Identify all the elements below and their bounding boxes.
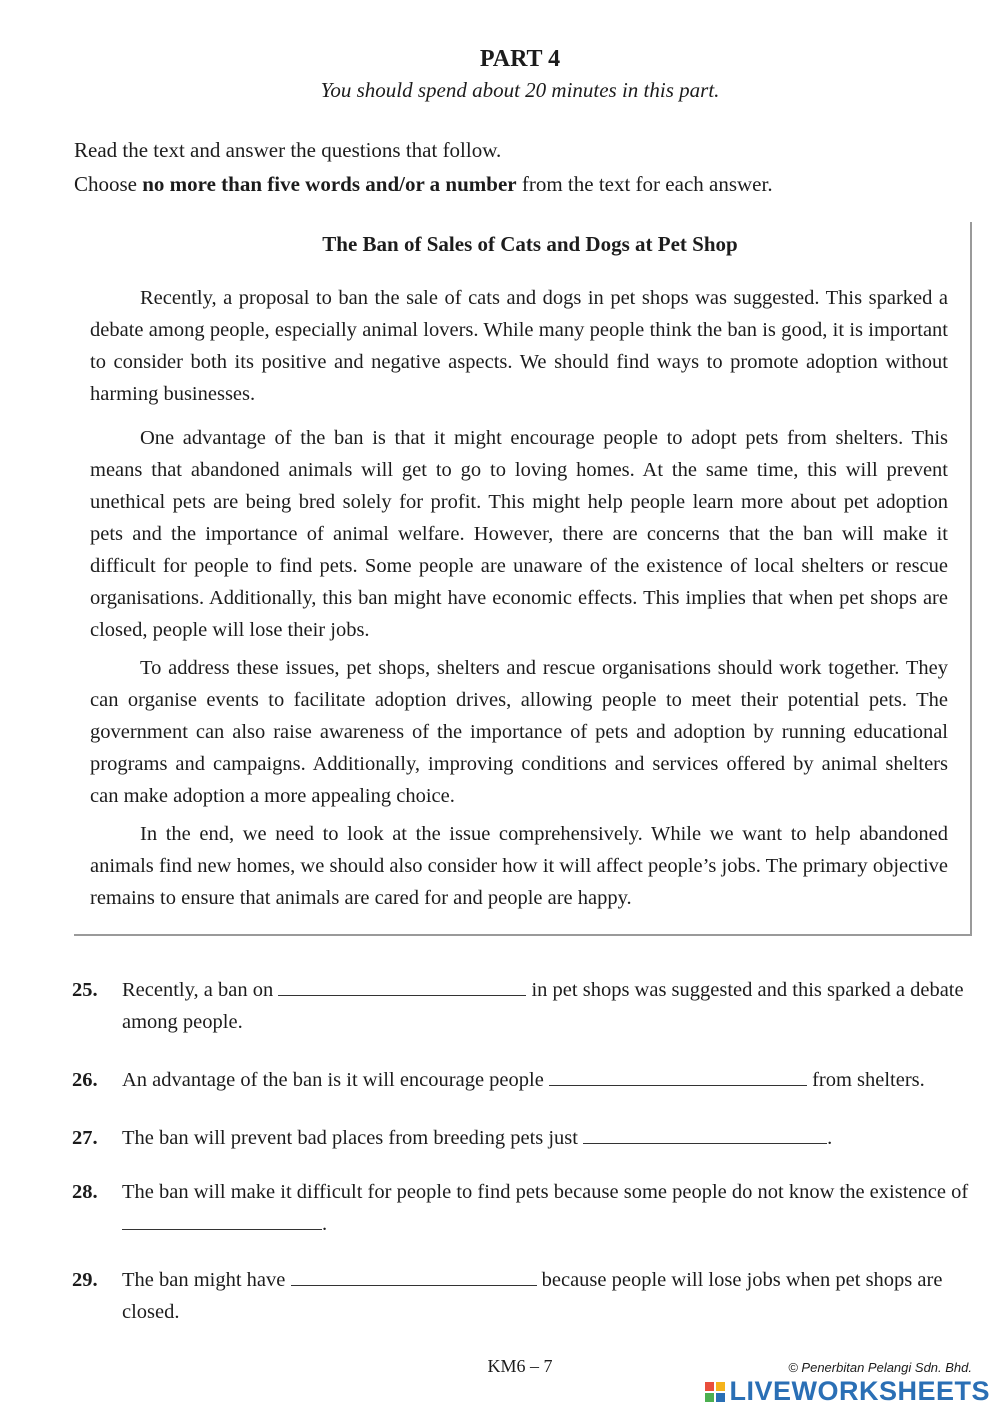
question-text-after: . — [827, 1127, 833, 1149]
answer-blank-27[interactable] — [583, 1125, 827, 1144]
question-text-after: . — [322, 1213, 328, 1235]
question-number: 27. — [72, 1127, 98, 1149]
answer-blank-29[interactable] — [291, 1267, 537, 1286]
instruction-line-2-post: from the text for each answer. — [516, 172, 773, 196]
question-29 — [72, 1264, 972, 1328]
liveworksheets-logo — [705, 1376, 990, 1407]
article-paragraph-4: In the end, we need to look at the issue comprehensively. While we want to help abandoned animals find new homes, we should also consider how it will affect people’s jobs. The primary objective remains to ensure that animals are cared for and people are happy. — [90, 823, 948, 909]
answer-blank-25[interactable] — [278, 977, 526, 996]
part-subtitle: You should spend about 20 minutes in this part. — [320, 78, 720, 102]
liveworksheets-icon — [705, 1382, 725, 1402]
publisher-credit: © Penerbitan Pelangi Sdn. Bhd. — [788, 1360, 972, 1375]
question-number: 28. — [72, 1181, 98, 1203]
question-26 — [72, 1064, 972, 1096]
question-number: 26. — [72, 1069, 98, 1091]
question-25 — [72, 974, 972, 1038]
question-text-after: because people will lose jobs when pet shops are closed. — [122, 1269, 943, 1323]
question-text-before: Recently, a ban on — [122, 979, 279, 1001]
question-text-before: The ban might have — [122, 1269, 291, 1291]
article-title: The Ban of Sales of Cats and Dogs at Pet Shop — [322, 232, 738, 256]
question-number: 25. — [72, 979, 98, 1001]
instruction-line-2-pre: Choose — [74, 172, 143, 196]
question-text-before: The ban will make it difficult for people to find pets because some people do not know the existence of — [122, 1181, 969, 1203]
article-paragraph-3: To address these issues, pet shops, shelters and rescue organisations should work together. They can organise events to facilitate adoption drives, allowing people to meet their potential pets. The government can also raise awareness of the importance of pets and adoption by running educational programs and campaigns. Additionally, improving conditions and services offered by animal shelters can make adoption a more appealing choice. — [90, 657, 948, 807]
question-text-before: The ban will prevent bad places from breeding pets just — [122, 1127, 584, 1149]
answer-blank-26[interactable] — [549, 1067, 807, 1086]
instruction-line-2 — [74, 172, 773, 197]
article-paragraph-2: One advantage of the ban is that it might encourage people to adopt pets from shelters. This means that abandoned animals will get to go to loving homes. At the same time, this will prevent unethical pets are being bred solely for profit. This might help people learn more about pet adoption pets and the importance of animal welfare. However, there are concerns that the ban will make it difficult for people to find pets. Some people are unaware of the existence of local shelters or rescue organisations. Additionally, this ban might have economic effects. This implies that when pet shops are closed, people will lose their jobs. — [90, 427, 948, 641]
question-28 — [72, 1176, 972, 1240]
article-paragraph-1: Recently, a proposal to ban the sale of cats and dogs in pet shops was suggested. This sparked a debate among people, especially animal lovers. While many people think the ban is good, it is important to consider both its positive and negative aspects. We should find ways to promote adoption without harming businesses. — [90, 287, 948, 405]
question-text-after: in pet shops was suggested and this sparked a debate among people. — [122, 979, 964, 1033]
page-code: KM6 – 7 — [487, 1356, 553, 1376]
answer-blank-28[interactable] — [122, 1211, 322, 1230]
instruction-line-2-bold: no more than five words and/or a number — [142, 172, 517, 196]
question-27 — [72, 1122, 972, 1154]
part-title: PART 4 — [479, 46, 561, 72]
instruction-line-1: Read the text and answer the questions that follow. — [74, 138, 502, 162]
question-number: 29. — [72, 1269, 98, 1291]
liveworksheets-wordmark: LIVEWORKSHEETS — [729, 1376, 990, 1406]
question-text-after: from shelters. — [806, 1069, 925, 1091]
question-text-before: An advantage of the ban is it will encourage people — [122, 1069, 549, 1091]
